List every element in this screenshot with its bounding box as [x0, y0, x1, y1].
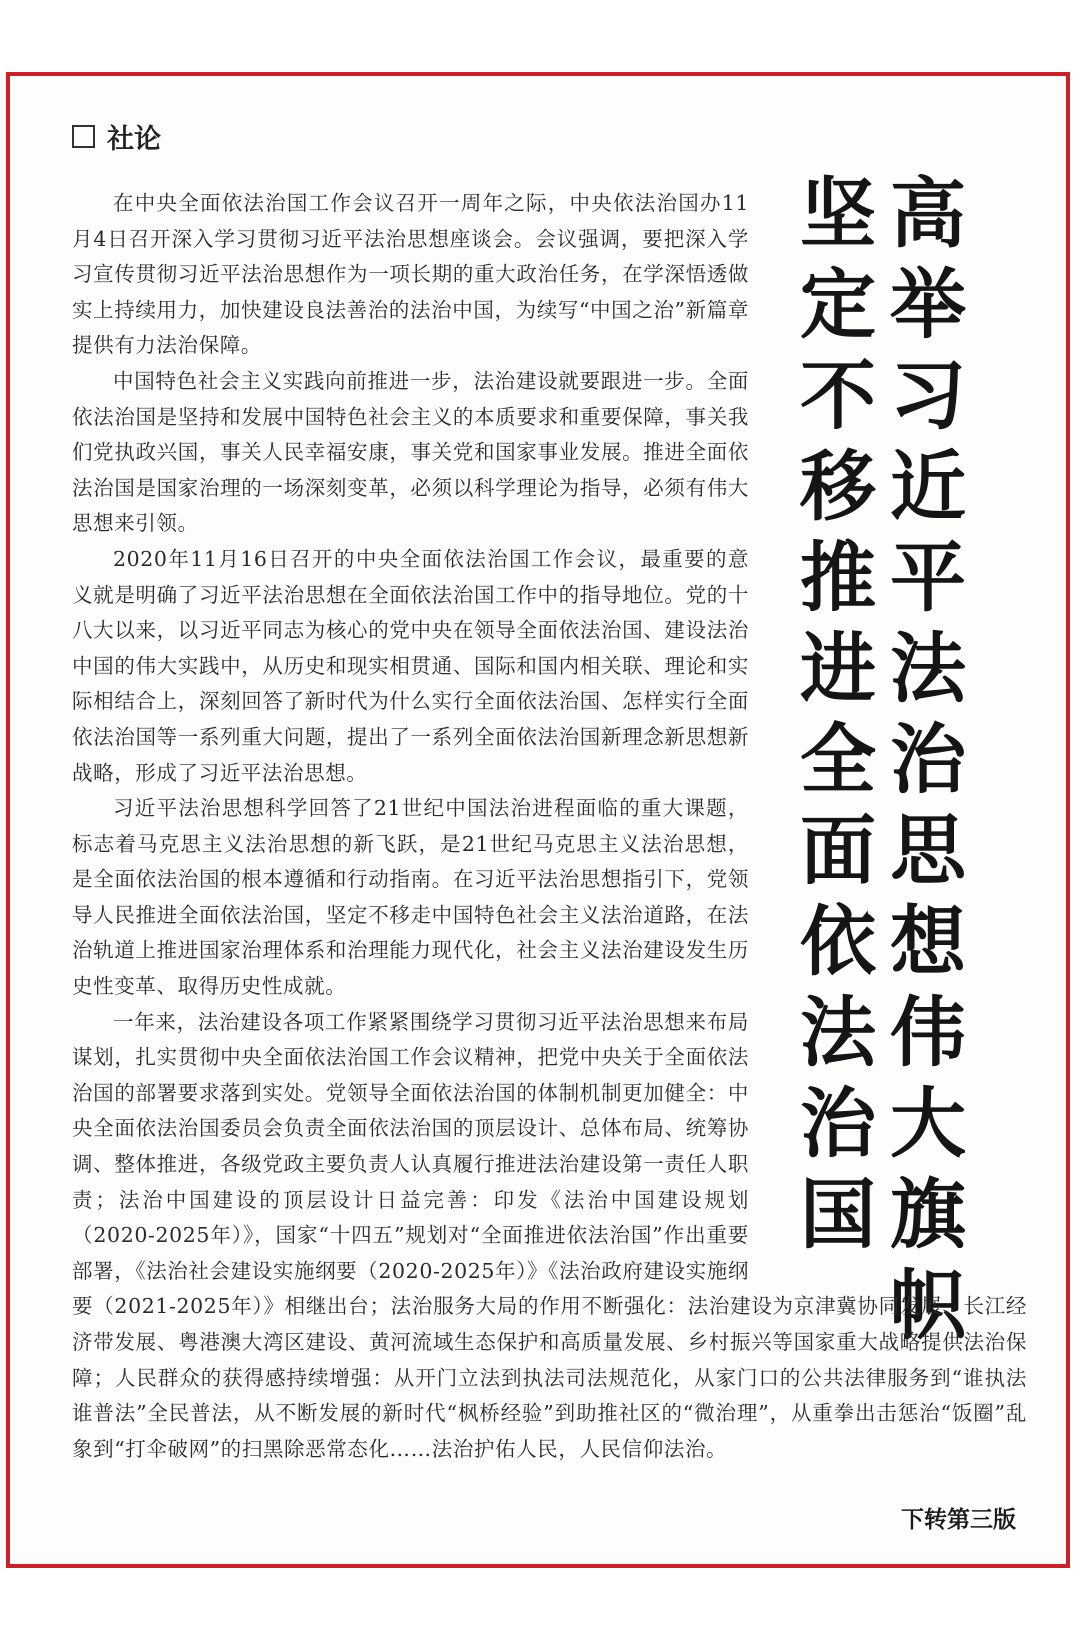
headline-char: 进 — [800, 624, 876, 713]
headline-char: 定 — [800, 260, 876, 349]
article-frame — [6, 72, 1070, 1568]
headline-char: 平 — [890, 533, 966, 622]
headline-char: 习 — [890, 351, 966, 440]
headline-char: 法 — [800, 988, 876, 1077]
headline-char: 坚 — [800, 169, 876, 258]
headline-char: 国 — [800, 1170, 876, 1259]
paragraph-2: 中国特色社会主义实践向前推进一步，法治建设就要跟进一步。全面依法治国是坚持和发展中国特色社会主义的本质要求和重要保障，事关我们党执政兴国，事关人民幸福安康，事关党和国家事业发展。推进全面依法治国是国家治理的一场深刻变革，必须以科学理论为指导，必须有伟大思想来引领。 — [72, 368, 749, 536]
headline-char: 旗 — [890, 1170, 966, 1259]
headline-char: 伟 — [890, 988, 966, 1077]
continued-note: 下转第三版 — [901, 1507, 1016, 1533]
headline-char: 推 — [800, 533, 876, 622]
headline-char: 治 — [800, 1079, 876, 1168]
headline-char: 不 — [800, 351, 876, 440]
headline-char: 帜 — [890, 1261, 966, 1350]
paragraph-4: 习近平法治思想科学回答了21世纪中国法治进程面临的重大课题，标志着马克思主义法治思想的新飞跃，是21世纪马克思主义法治思想，是全面依法治国的根本遵循和行动指南。在习近平法治思想指引下，党领导人民推进全面依法治国，坚定不移走中国特色社会主义法治道路，在法治轨道上推进国家治理体系和治理能力现代化，社会主义法治建设发生历史性变革、取得历史性成就。 — [72, 796, 749, 999]
column-tag-label: 社论 — [107, 123, 161, 155]
headline-char: 举 — [890, 260, 966, 349]
headline-char: 思 — [890, 806, 966, 895]
headline-char: 高 — [890, 169, 966, 258]
article-body — [72, 186, 1027, 1467]
headline-char: 想 — [890, 897, 966, 986]
headline-char: 全 — [800, 715, 876, 804]
headline-char: 大 — [890, 1079, 966, 1168]
headline-char: 治 — [890, 715, 966, 804]
headline-char: 依 — [800, 897, 876, 986]
headline-char: 移 — [800, 442, 876, 531]
headline-char: 面 — [800, 806, 876, 895]
paragraph-5: 一年来，法治建设各项工作紧紧围绕学习贯彻习近平法治思想来布局谋划，扎实贯彻中央全面依法治国工作会议精神，把党中央关于全面依法治国的部署要求落到实处。党领导全面依法治国的体制机制更加健全：中央全面依法治国委员会负责全面依法治国的顶层设计、总体布局、统筹协调、整体推进，各级党政主要负责人认真履行推进法治建设第一责任人职责；法治中国建设的顶层设计日益完善：印发《法治中国建设规划（2020-2025年）》，国家“十四五”规划对“全面推进依法治国”作出重要部署，《法治社会建设实施纲要（2020-2025年）》《法治政府建设实施纲要（2021-2025年）》相继出台；法治服务大局的作用不断强化：法治建设为京津冀协同发展、长江经济带发展、粤港澳大湾区建设、黄河流域生态保护和高质量发展、乡村振兴等国家重大战略提供法治保障；人民群众的获得感持续增强：从开门立法到执法司法规范化，从家门口的公共法律服务到“谁执法谁普法”全民普法，从不断发展的新时代“枫桥经验”到助推社区的“微治理”，从重拳出击惩治“饭圈”乱象到“打伞破网”的扫黑除恶常态化……法治护佑人民，人民信仰法治。 — [72, 1009, 1027, 1461]
paragraph-1: 在中央全面依法治国工作会议召开一周年之际，中央依法治国办11月4日召开深入学习贯彻习近平法治思想座谈会。会议强调，要把深入学习宣传贯彻习近平法治思想作为一项长期的重大政治任务，在学深悟透做实上持续用力，加快建设良法善治的法治中国，为续写“中国之治”新篇章提供有力法治保障。 — [72, 191, 749, 358]
paragraph-3: 2020年11月16日召开的中央全面依法治国工作会议，最重要的意义就是明确了习近平法治思想在全面依法治国工作中的指导地位。党的十八大以来，以习近平同志为核心的党中央在领导全面依法治国、建设法治中国的伟大实践中，从历史和现实相贯通、国际和国内相关联、理论和实际相结合上，深刻回答了新时代为什么实行全面依法治国、怎样实行全面依法治国等一系列重大问题，提出了一系列全面依法治国新理念新思想新战略，形成了习近平法治思想。 — [72, 546, 749, 785]
column-tag — [72, 116, 161, 156]
headline-char: 法 — [890, 624, 966, 713]
headline-char: 近 — [890, 442, 966, 531]
square-icon — [72, 125, 95, 148]
